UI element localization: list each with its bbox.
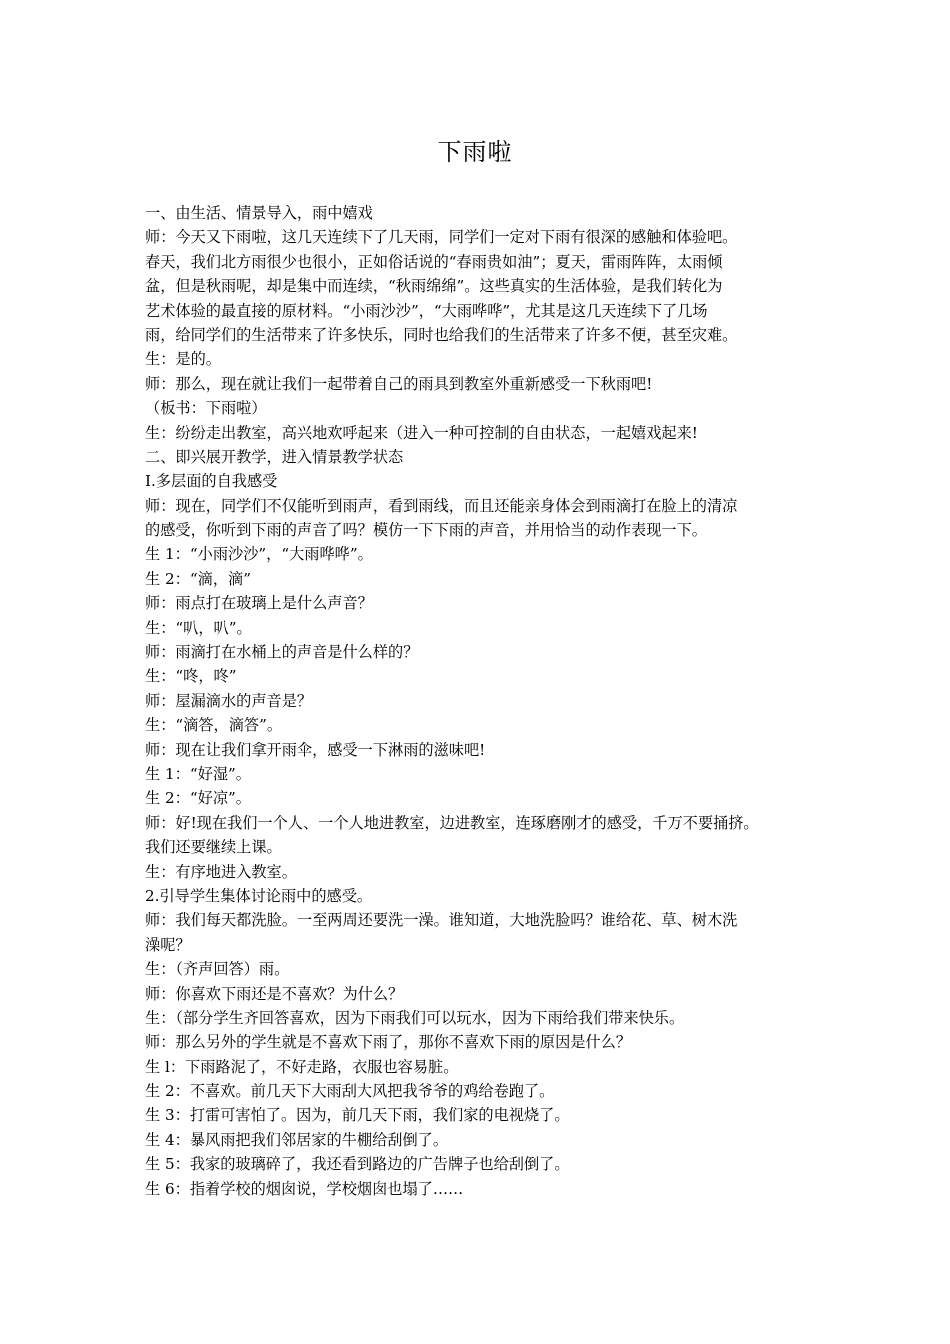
dialogue-line: 师：屋漏滴水的声音是？ (145, 691, 313, 710)
section-heading: 一、由生活、情景导入，雨中嬉戏 (145, 204, 373, 222)
paragraph-line: 师：现在，同学们不仅能听到雨声，看到雨线，而且还能亲身体会到雨滴打在脸上的清凉 (145, 496, 738, 515)
dialogue-line: 师：那么，现在就让我们一起带着自己的雨具到教室外重新感受一下秋雨吧! (145, 374, 653, 393)
dialogue-line: 生 5：我家的玻璃碎了，我还看到路边的广告牌子也给刮倒了。 (145, 1155, 570, 1174)
paragraph-line: 的感受，你听到下雨的声音了吗？模仿一下下雨的声音，并用恰当的动作表现一下。 (145, 521, 707, 540)
dialogue-line: 生 2：“滴，滴” (145, 569, 251, 588)
section-heading: 二、即兴展开教学，进入情景教学状态 (145, 447, 404, 466)
dialogue-line: 生 3：打雷可害怕了。因为，前几天下雨，我们家的电视烧了。 (145, 1106, 570, 1125)
paragraph-line: 师：好!现在我们一个人、一个人地进教室，边进教室，连琢磨刚才的感受，千万不要捅挤。 (145, 813, 759, 832)
dialogue-line: 生：有序地进入教室。 (145, 862, 297, 881)
dialogue-line: 师：雨点打在玻璃上是什么声音？ (145, 594, 373, 613)
document-body (145, 201, 820, 1201)
dialogue-line: 生：（部分学生齐回答喜欢，因为下雨我们可以玩水，因为下雨给我们带来快乐。 (145, 1008, 685, 1027)
dialogue-line: 生：“滴答，滴答”。 (145, 716, 283, 735)
paragraph-line: 师：今天又下雨啦，这几天连续下了几天雨，同学们一定对下雨有很深的感触和体验吧。 (145, 228, 738, 247)
paragraph-line: 师：我们每天都洗脸。一至两周还要洗一澡。谁知道，大地洗脸吗？谁给花、草、树木洗 (145, 911, 738, 930)
dialogue-line: 生 1：“好湿”。 (145, 764, 251, 783)
paragraph-line: 澡呢？ (145, 935, 191, 954)
dialogue-line: 生：“叭，叭”。 (145, 618, 252, 637)
dialogue-line: 师：你喜欢下雨还是不喜欢？为什么？ (145, 984, 404, 1003)
subsection-heading: 2.引导学生集体讨论雨中的感受。 (145, 886, 373, 905)
dialogue-line: 师：那么另外的学生就是不喜欢下雨了，那你不喜欢下雨的原因是什么？ (145, 1033, 631, 1052)
dialogue-line: 生 l：下雨路泥了，不好走路，衣服也容易脏。 (145, 1057, 459, 1076)
dialogue-line: 生 2：“好凉”。 (145, 789, 251, 808)
paragraph-line: 艺术体验的最直接的原材料。“小雨沙沙”，“大雨哗哗”，尤其是这几天连续下了几场 (145, 301, 708, 320)
paragraph-line: 雨，给同学们的生活带来了许多快乐，同时也给我们的生活带来了许多不便，甚至灾难。 (145, 325, 738, 344)
dialogue-line: 生：是的。 (145, 350, 221, 369)
dialogue-line: 生：纷纷走出教室，高兴地欢呼起来（进入一种可控制的自由状态，一起嬉戏起来! (145, 423, 698, 442)
dialogue-line: 生 2：不喜欢。前几天下大雨刮大风把我爷爷的鸡给卷跑了。 (145, 1082, 555, 1101)
dialogue-line: 生 6：指着学校的烟囱说，学校烟囱也塌了…… (145, 1179, 464, 1198)
board-note: （板书：下雨啦） (145, 399, 267, 418)
paragraph-line: 春天，我们北方雨很少也很小，正如俗话说的“春雨贵如油”；夏天，雷雨阵阵，太雨倾 (145, 252, 723, 271)
paragraph-line: 我们还要继续上课。 (145, 838, 282, 857)
dialogue-line: 生：（齐声回答）雨。 (145, 960, 290, 979)
dialogue-line: 生 4：暴风雨把我们邻居家的牛棚给刮倒了。 (145, 1130, 449, 1149)
dialogue-line: 生：“咚，咚” (145, 667, 237, 686)
paragraph-line: 盆，但是秋雨呢，却是集中而连续，“秋雨绵绵”。这些真实的生活体验，是我们转化为 (145, 277, 723, 296)
dialogue-line: 生 1：“小雨沙沙”，“大雨哗哗”。 (145, 545, 373, 564)
subsection-heading: I.多层面的自我感受 (145, 472, 278, 491)
dialogue-line: 师：现在让我们拿开雨伞，感受一下淋雨的滋味吧! (145, 740, 486, 759)
dialogue-line: 师：雨滴打在水桶上的声音是什么样的？ (145, 643, 419, 662)
document-title: 下雨啦 (437, 138, 513, 166)
